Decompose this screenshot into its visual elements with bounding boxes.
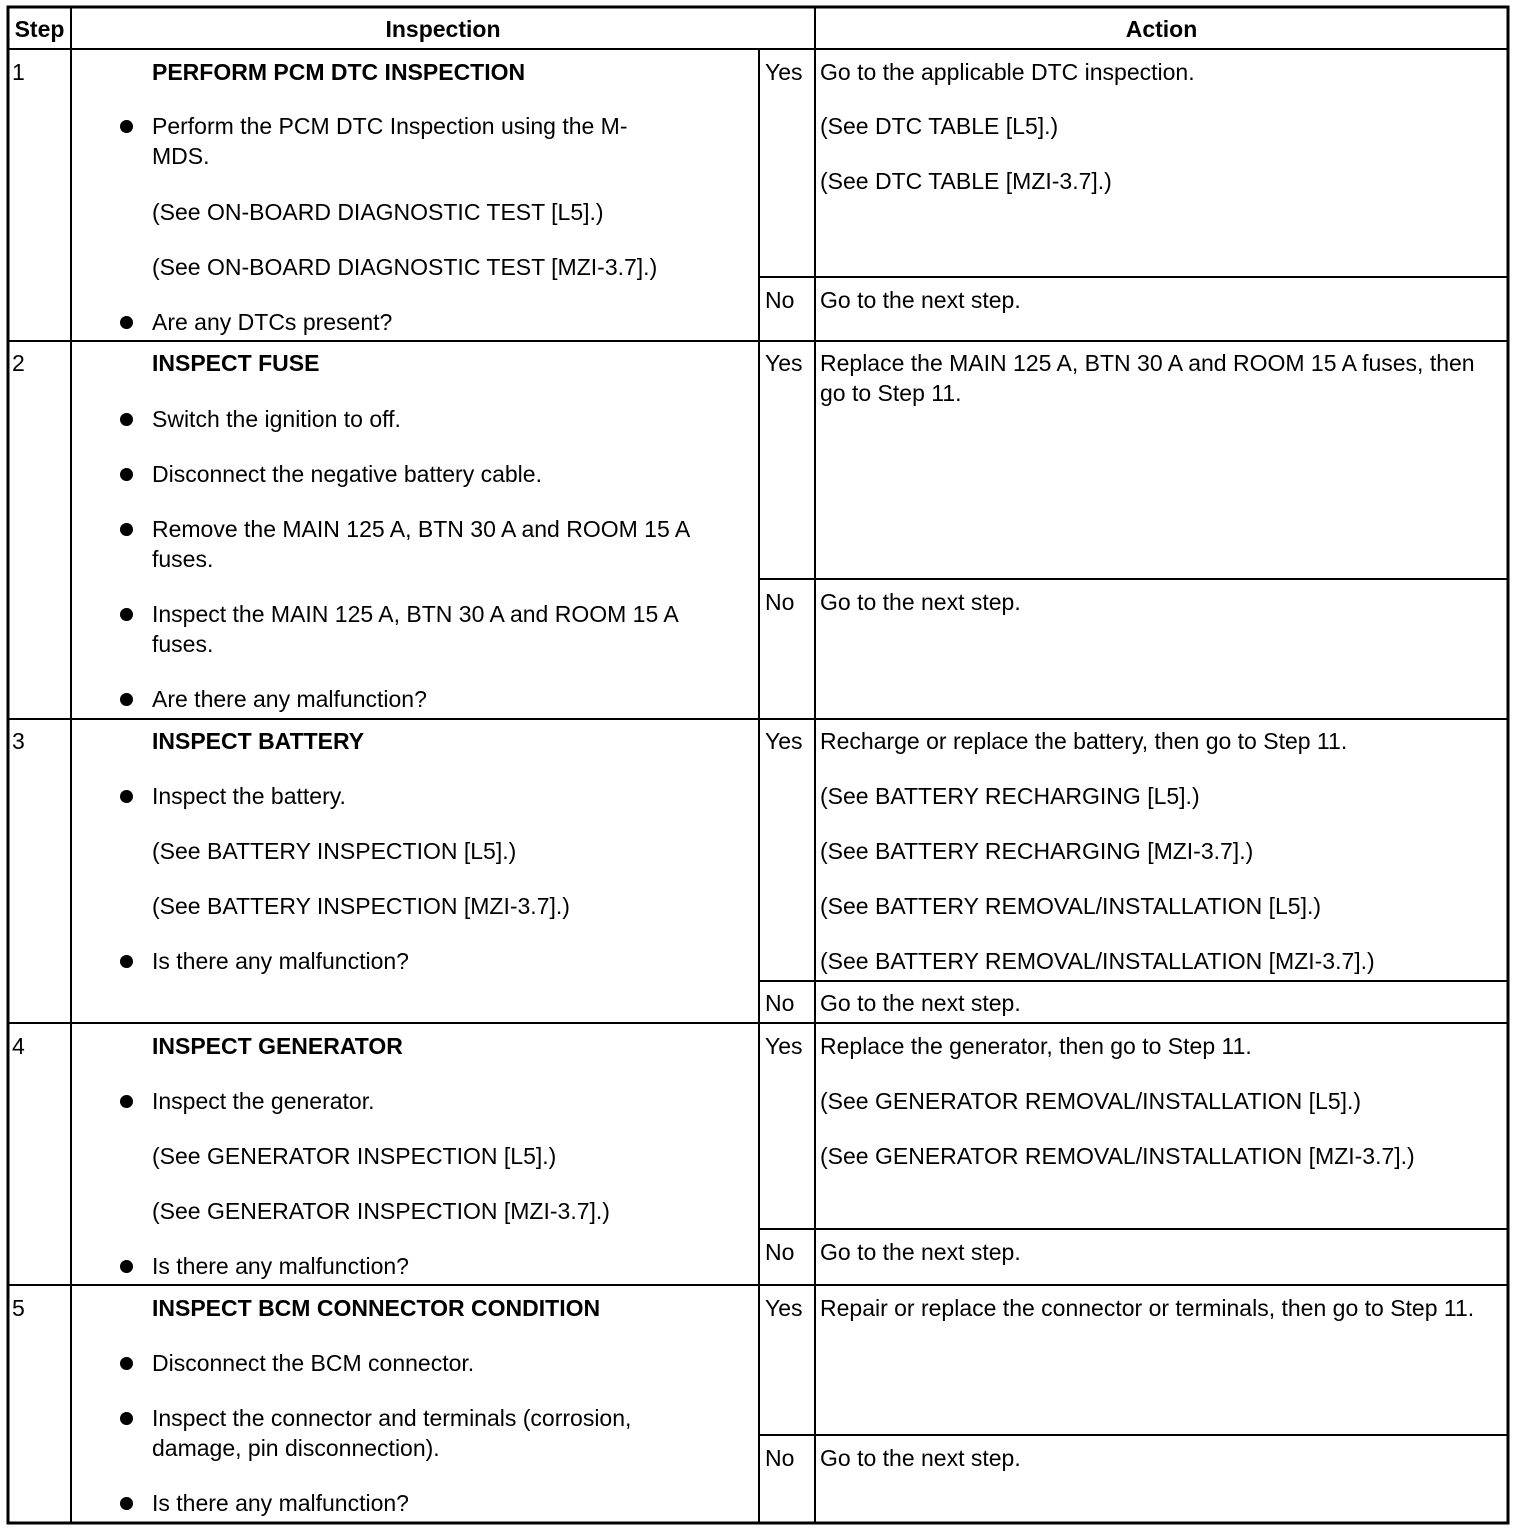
bullet-icon xyxy=(120,523,133,536)
step-title: INSPECT BCM CONNECTOR CONDITION xyxy=(152,1295,601,1321)
inspection-item: Disconnect the BCM connector. xyxy=(152,1350,475,1376)
no-action: Go to the next step. xyxy=(820,287,1021,313)
inspection-item: Are any DTCs present? xyxy=(152,309,393,335)
inspection-item: Inspect the generator. xyxy=(152,1088,375,1114)
yes-label: Yes xyxy=(765,728,803,754)
bullet-icon xyxy=(120,608,133,621)
yes-action-reference: (See GENERATOR REMOVAL/INSTALLATION [MZI-3.7].) xyxy=(820,1143,1415,1169)
step-number: 3 xyxy=(12,728,25,754)
bullet-icon xyxy=(120,316,133,329)
no-label: No xyxy=(765,1445,795,1471)
no-action: Go to the next step. xyxy=(820,589,1021,615)
inspection-item: Inspect the connector and terminals (corrosion, damage, pin disconnection). xyxy=(152,1405,632,1461)
inspection-item: Is there any malfunction? xyxy=(152,1253,409,1279)
no-label: No xyxy=(765,589,795,615)
header-inspection: Inspection xyxy=(385,16,501,42)
bullet-icon xyxy=(120,1357,133,1370)
bullet-icon xyxy=(120,1260,133,1273)
inspection-item: Is there any malfunction? xyxy=(152,1490,409,1516)
yes-action-reference: (See BATTERY REMOVAL/INSTALLATION [MZI-3.7].) xyxy=(820,948,1375,974)
bullet-icon xyxy=(120,955,133,968)
step-number: 4 xyxy=(12,1033,25,1059)
inspection-item: Inspect the battery. xyxy=(152,783,346,809)
yes-action-reference: (See DTC TABLE [MZI-3.7].) xyxy=(820,168,1112,194)
header-action: Action xyxy=(1125,16,1198,42)
bullet-icon xyxy=(120,1497,133,1510)
yes-action: Replace the generator, then go to Step 11. xyxy=(820,1033,1252,1059)
no-label: No xyxy=(765,287,795,313)
step-number: 5 xyxy=(12,1295,25,1321)
no-action: Go to the next step. xyxy=(820,990,1021,1016)
yes-action: Go to the applicable DTC inspection. xyxy=(820,59,1195,85)
yes-label: Yes xyxy=(765,350,803,376)
yes-action-reference: (See GENERATOR REMOVAL/INSTALLATION [L5].) xyxy=(820,1088,1362,1114)
bullet-icon xyxy=(120,120,133,133)
inspection-reference: (See BATTERY INSPECTION [L5].) xyxy=(152,838,517,864)
inspection-item: Are there any malfunction? xyxy=(152,686,427,712)
inspection-reference: (See ON-BOARD DIAGNOSTIC TEST [MZI-3.7].) xyxy=(152,254,658,280)
inspection-item: Inspect the MAIN 125 A, BTN 30 A and ROOM 15 A fuses. xyxy=(152,601,678,657)
bullet-icon xyxy=(120,1095,133,1108)
no-label: No xyxy=(765,1239,795,1265)
step-title: INSPECT BATTERY xyxy=(152,728,365,754)
yes-action-reference: (See BATTERY RECHARGING [L5].) xyxy=(820,783,1200,809)
inspection-item: Is there any malfunction? xyxy=(152,948,409,974)
inspection-item: Disconnect the negative battery cable. xyxy=(152,461,542,487)
inspection-reference: (See BATTERY INSPECTION [MZI-3.7].) xyxy=(152,893,570,919)
bullet-icon xyxy=(120,790,133,803)
no-label: No xyxy=(765,990,795,1016)
step-title: INSPECT GENERATOR xyxy=(152,1033,403,1059)
bullet-icon xyxy=(120,413,133,426)
inspection-item: Perform the PCM DTC Inspection using the M-MDS. xyxy=(152,113,628,169)
inspection-reference: (See GENERATOR INSPECTION [L5].) xyxy=(152,1143,557,1169)
yes-action: Recharge or replace the battery, then go to Step 11. xyxy=(820,728,1348,754)
step-title: INSPECT FUSE xyxy=(152,350,320,376)
no-action: Go to the next step. xyxy=(820,1239,1021,1265)
step-number: 2 xyxy=(12,350,25,376)
yes-action: Replace the MAIN 125 A, BTN 30 A and ROOM 15 A fuses, then go to Step 11. xyxy=(820,350,1475,406)
bullet-icon xyxy=(120,1412,133,1425)
yes-action-reference: (See BATTERY REMOVAL/INSTALLATION [L5].) xyxy=(820,893,1322,919)
inspection-item: Switch the ignition to off. xyxy=(152,406,401,432)
header-step: Step xyxy=(14,16,65,42)
yes-label: Yes xyxy=(765,1295,803,1321)
no-action: Go to the next step. xyxy=(820,1445,1021,1471)
inspection-item: Remove the MAIN 125 A, BTN 30 A and ROOM 15 A fuses. xyxy=(152,516,689,572)
yes-label: Yes xyxy=(765,59,803,85)
inspection-reference: (See ON-BOARD DIAGNOSTIC TEST [L5].) xyxy=(152,199,604,225)
yes-action-reference: (See BATTERY RECHARGING [MZI-3.7].) xyxy=(820,838,1254,864)
bullet-icon xyxy=(120,468,133,481)
yes-label: Yes xyxy=(765,1033,803,1059)
yes-action-reference: (See DTC TABLE [L5].) xyxy=(820,113,1059,139)
step-number: 1 xyxy=(12,59,25,85)
yes-action: Repair or replace the connector or terminals, then go to Step 11. xyxy=(820,1295,1475,1321)
step-title: PERFORM PCM DTC INSPECTION xyxy=(152,59,526,85)
inspection-reference: (See GENERATOR INSPECTION [MZI-3.7].) xyxy=(152,1198,610,1224)
bullet-icon xyxy=(120,693,133,706)
